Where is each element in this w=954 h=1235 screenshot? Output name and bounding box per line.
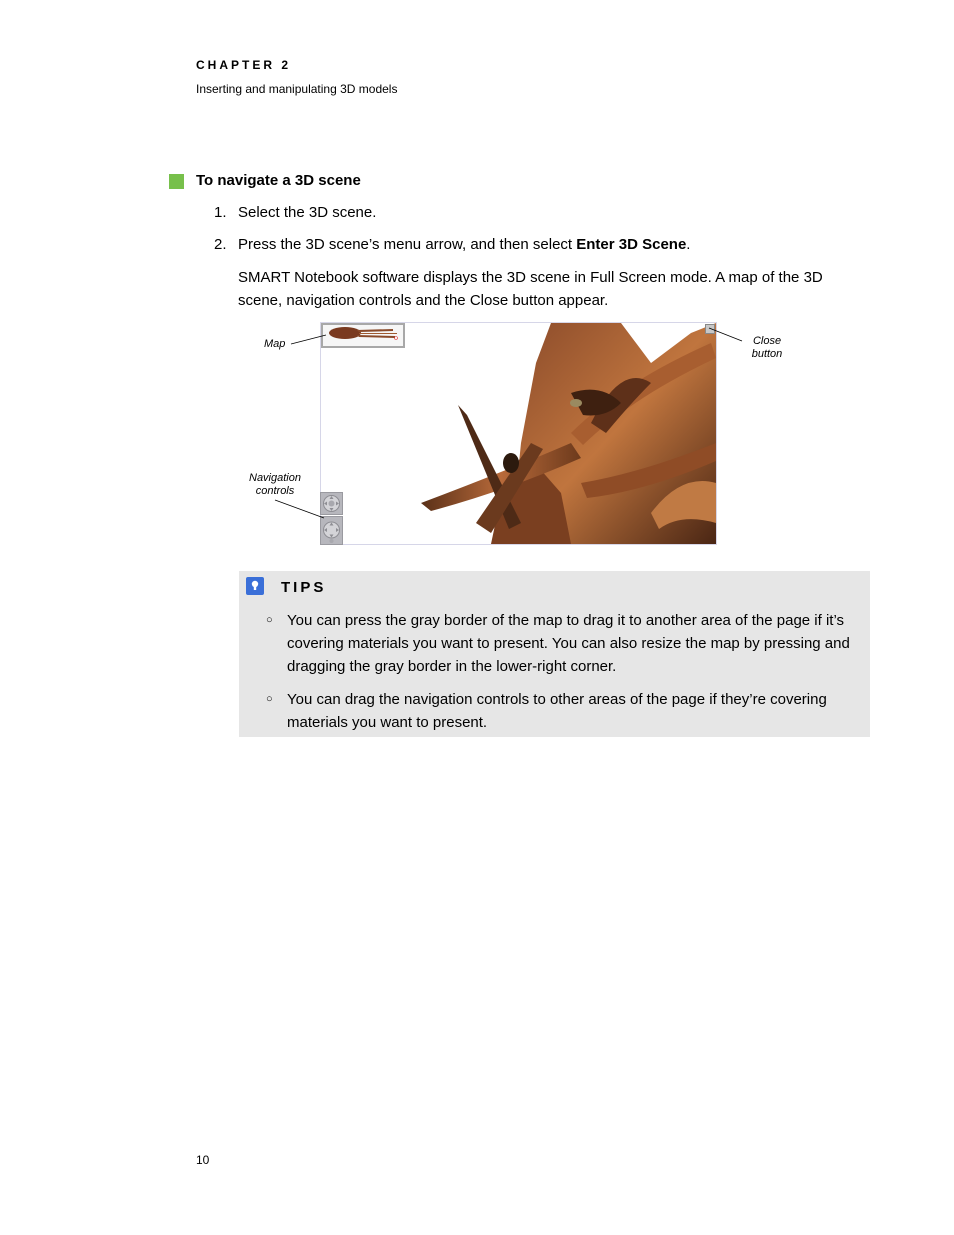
chapter-label: CHAPTER 2 bbox=[196, 58, 292, 72]
close-leader-line bbox=[709, 328, 742, 341]
screenshot-figure bbox=[239, 322, 801, 546]
step-1 bbox=[214, 201, 376, 224]
section-heading: To navigate a 3D scene bbox=[196, 172, 361, 189]
page-number: 10 bbox=[196, 1153, 210, 1167]
callout-leader-lines bbox=[239, 322, 801, 546]
map-leader-line bbox=[291, 335, 326, 344]
nav-controls-callout bbox=[241, 472, 309, 498]
tip-item bbox=[266, 609, 862, 678]
nav-leader-line bbox=[275, 500, 324, 518]
step-text-end: . bbox=[686, 236, 691, 253]
tip-text: You can drag the navigation controls to other areas of the page if they’re covering materials you want to present. bbox=[287, 691, 827, 731]
tips-heading: TIPS bbox=[281, 579, 327, 596]
step-text: Select the 3D scene. bbox=[238, 204, 377, 221]
nav-callout-line2: controls bbox=[255, 485, 295, 497]
close-callout-line2: button bbox=[751, 348, 783, 360]
tip-item bbox=[266, 688, 862, 734]
step-2 bbox=[214, 233, 690, 256]
bullet-icon: ○ bbox=[266, 614, 273, 626]
nav-callout-line1: Navigation bbox=[249, 472, 301, 484]
lightbulb-icon bbox=[246, 577, 264, 595]
step-text: Press the 3D scene’s menu arrow, and then select bbox=[238, 236, 577, 253]
step-number: 2. bbox=[214, 236, 227, 253]
step-text-bold: Enter 3D Scene bbox=[576, 236, 687, 253]
tip-text: You can press the gray border of the map to drag it to another area of the page if it’s covering materials you want to present. You can also resize the map by pressing and dragging the gray border in the lower-right corner. bbox=[287, 612, 850, 675]
chapter-title: Inserting and manipulating 3D models bbox=[196, 82, 398, 96]
tips-box bbox=[239, 571, 870, 737]
bullet-icon: ○ bbox=[266, 693, 273, 705]
close-callout-line1: Close bbox=[752, 335, 782, 347]
section-marker bbox=[169, 174, 184, 189]
close-button-callout bbox=[745, 335, 789, 361]
step-number: 1. bbox=[214, 204, 227, 221]
result-paragraph: SMART Notebook software displays the 3D scene in Full Screen mode. A map of the 3D scene, navigation controls and the Close button appear. bbox=[238, 269, 823, 309]
map-callout: Map bbox=[264, 338, 286, 350]
